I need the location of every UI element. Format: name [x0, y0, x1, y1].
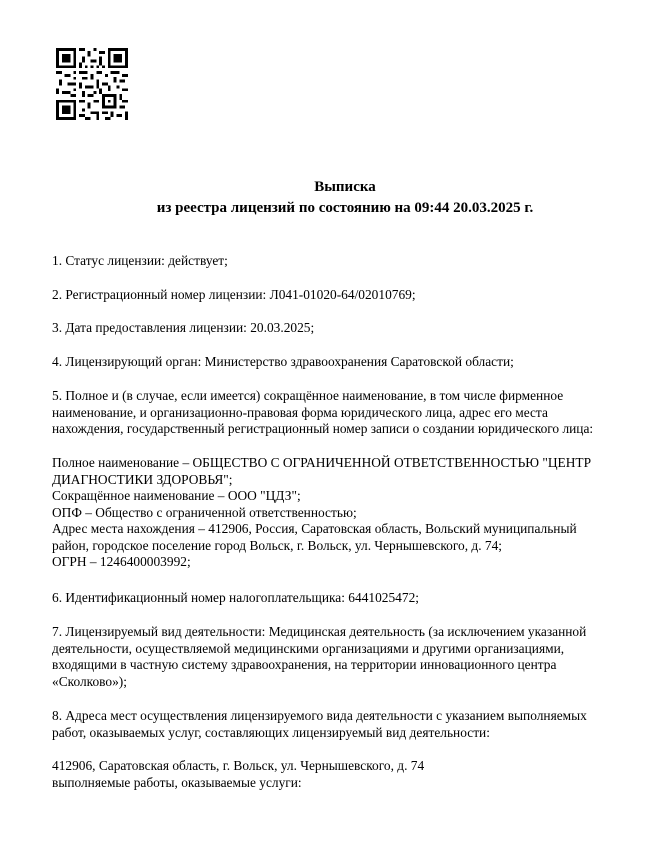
- text-line: 5. Полное и (в случае, если имеется) сокращённое наименование, в том числе фирменное: [52, 388, 564, 403]
- activity-address: [52, 758, 624, 791]
- text-line: 7. Лицензируемый вид деятельности: Медицинская деятельность (за исключением указанной: [52, 624, 587, 639]
- license-status: 1. Статус лицензии: действует;: [52, 253, 228, 268]
- ogrn-line: ОГРН – 1246400003992;: [52, 554, 191, 569]
- text-line: деятельности, осуществляемой медицинскими организациями и другими организациями,: [52, 640, 565, 656]
- text-line: 8. Адреса мест осуществления лицензируемого вида деятельности с указанием выполняемых: [52, 708, 587, 723]
- qr-code-icon: [56, 48, 128, 120]
- registration-number: 2. Регистрационный номер лицензии: Л041-01020-64/02010769;: [52, 287, 416, 302]
- text-line: входящими в частную систему здравоохранения, на территории инновационного центра: [52, 657, 557, 672]
- legal-form-line: ОПФ – Общество с ограниченной ответственностью;: [52, 504, 357, 520]
- address-line: Адрес места нахождения – 412906, Россия, Саратовская область, Вольский муниципальный: [52, 521, 577, 536]
- address-line: район, городское поселение город Вольск, г. Вольск, ул. Чернышевского, д. 74;: [52, 537, 503, 553]
- inn: 6. Идентификационный номер налогоплательщика: 6441025472;: [52, 590, 419, 605]
- full-name-line: ДИАГНОСТИКИ ЗДОРОВЬЯ";: [52, 471, 233, 487]
- text-line: нахождения, государственный регистрационный номер записи о создании юридического лица:: [52, 421, 594, 436]
- text-line: работ, оказываемых услуг, составляющих лицензируемый вид деятельности:: [52, 724, 490, 740]
- name-section-heading: [52, 388, 624, 438]
- licensing-authority: 4. Лицензирующий орган: Министерство здравоохранения Саратовской области;: [52, 354, 514, 369]
- issue-date: 3. Дата предоставления лицензии: 20.03.2025;: [52, 320, 315, 335]
- text-line: наименование, и организационно-правовая форма юридического лица, адрес его места: [52, 404, 548, 420]
- short-name-line: Сокращённое наименование – ООО "ЦДЗ";: [52, 488, 301, 503]
- full-name-line: Полное наименование – ОБЩЕСТВО С ОГРАНИЧЕННОЙ ОТВЕТСТВЕННОСТЬЮ "ЦЕНТР: [52, 455, 592, 470]
- organization-details: [52, 455, 624, 571]
- licensed-activity: [52, 624, 624, 690]
- services-label: выполняемые работы, оказываемые услуги:: [52, 774, 302, 790]
- document-title: Выписка: [314, 179, 376, 195]
- text-line: «Сколково»);: [52, 673, 127, 689]
- document-subtitle: из реестра лицензий по состоянию на 09:44 20.03.2025 г.: [156, 200, 534, 216]
- address-line: 412906, Саратовская область, г. Вольск, ул. Чернышевского, д. 74: [52, 758, 425, 773]
- activity-addresses-heading: [52, 708, 624, 741]
